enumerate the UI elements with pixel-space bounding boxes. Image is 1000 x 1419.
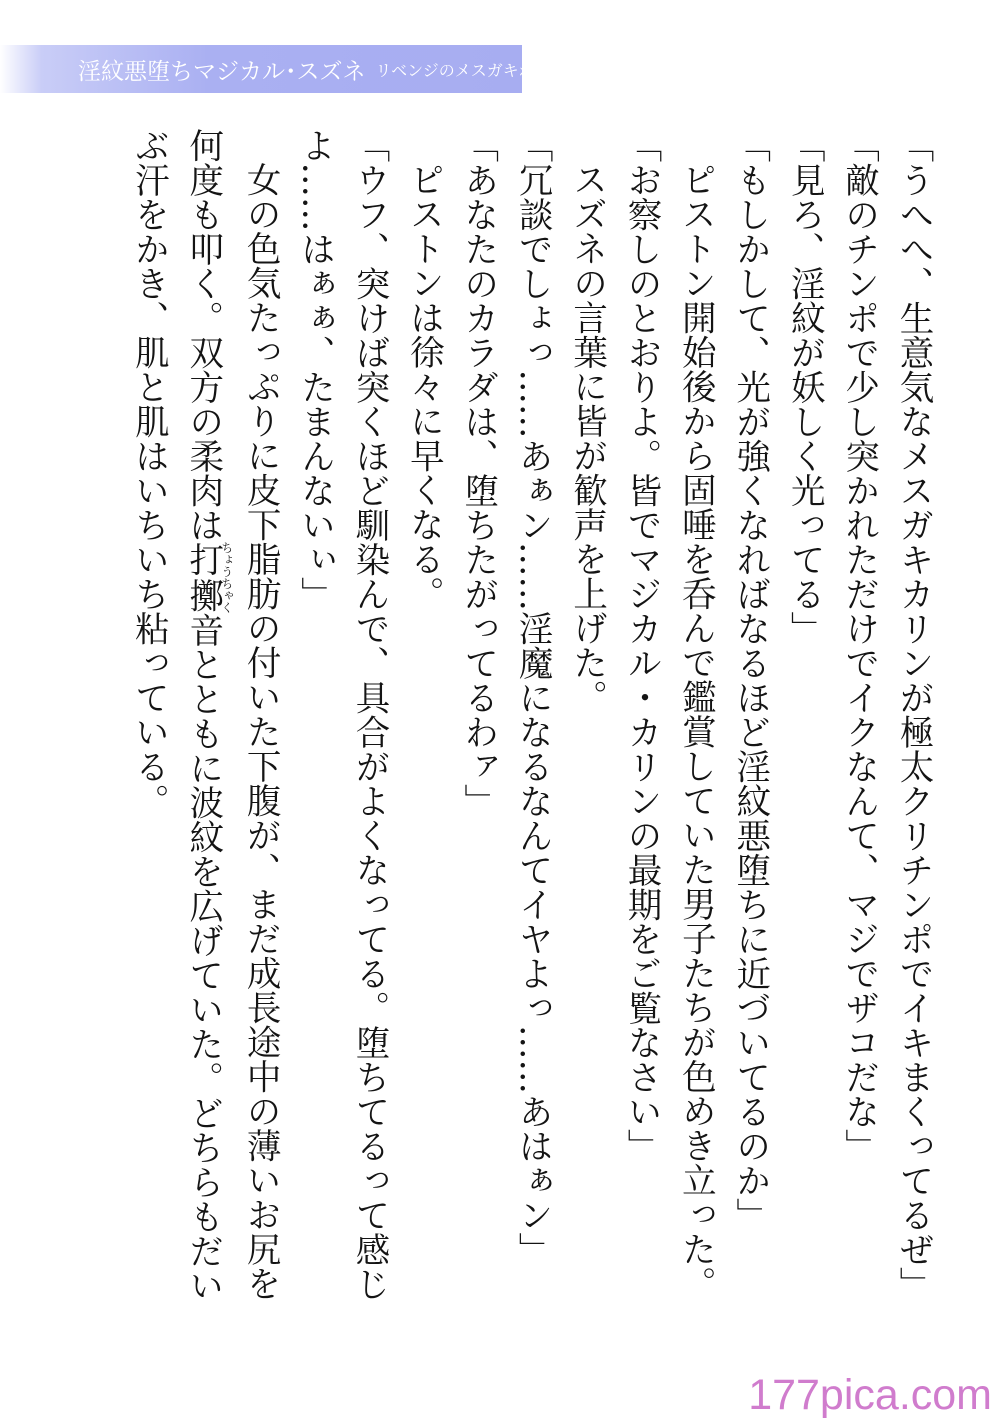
- text-line: 「お察しのとおりよ。皆でマジカル・カリンの最期をご覧なさい」: [620, 128, 661, 1163]
- text-line: 何度も叩く。双方の柔肉は打擲ちょうちゃく音とともに波紋を広げていた。どちらもだい: [182, 128, 234, 1303]
- text-line: 「冗談でしょっ……あぁン……淫魔になるなんてイヤよっ……あはぁン」: [512, 128, 553, 1267]
- text-line: よ……はぁぁ、たまんないぃ」: [294, 128, 335, 611]
- vertical-text-body: [121, 128, 940, 1368]
- running-header: [78, 52, 583, 86]
- text-line: 「あなたのカラダは、堕ちたがってるわァ」: [457, 128, 498, 818]
- text-line: 女の色気たっぷりに皮下脂肪の付いた下腹が、まだ成長途中の薄いお尻を: [240, 162, 281, 1301]
- text-line: 「うへへ、生意気なメスガキカリンが極太クリチンポでイキまくってるぜ」: [893, 128, 933, 1301]
- text-line: 「見ろ、淫紋が妖しく光ってる」: [784, 128, 825, 646]
- book-title: 淫紋悪堕ちマジカル･スズネ: [78, 58, 366, 85]
- text-line: ピストン開始後から固唾を呑んで鑑賞していた男子たちが色めき立った。: [675, 162, 716, 1301]
- text-line: スズネの言葉に皆が歓声を上げた。: [566, 162, 607, 714]
- text-line: 「もしかして、光が強くなればなるほど淫紋悪堕ちに近づいてるのか」: [729, 128, 770, 1232]
- text-line: 「敵のチンポで少し突かれただけでイクなんて、マジでザコだな」: [838, 128, 879, 1163]
- text-line: ピストンは徐々に早くなる。: [403, 162, 444, 611]
- book-subtitle: リベンジのメスガキわからせ: [375, 60, 583, 80]
- text-line: 「ウフ、突けば突くほど馴染んで、具合がよくなってる。堕ちてるって感じ: [348, 128, 389, 1301]
- ruby-annotation: 打擲ちょうちゃく: [182, 541, 234, 614]
- site-watermark: 177pica.com: [748, 1371, 992, 1419]
- text-line: ぶ汗をかき、肌と肌はいちいち粘っている。: [128, 128, 169, 818]
